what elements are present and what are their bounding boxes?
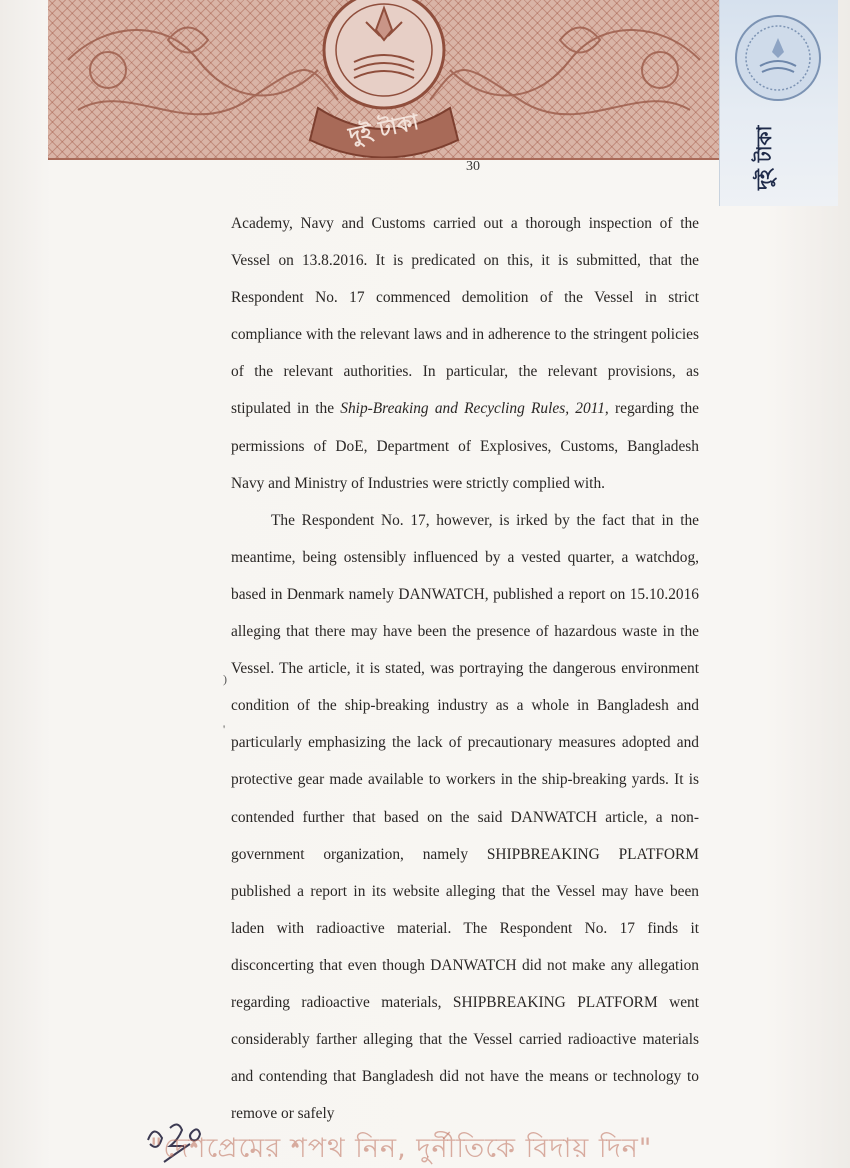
rules-citation: Ship-Breaking and Recycling Rules, 2011: [340, 400, 605, 418]
national-emblem-icon: [324, 0, 444, 108]
paragraph-2: The Respondent No. 17, however, is irked by the fact that in the meantime, being ostensibly influenced by a vested quarter, a watchdog, based in Denmark namely DANWATCH, published a report on 15.10.2016 alleging that there may have been the presence of hazardous waste in the Vessel. The article, it is stated, was portraying the dangerous environment condition of the ship-breaking industry as a whole in Bangladesh and particularly emphasizing the lack of precautionary measures adopted and protective gear made available to workers in the ship-breaking yards. It is contended further that based on the said DANWATCH article, a non-government organization, namely SHIPBREAKING PLATFORM published a report in its website alleging that the Vessel may have been laden with radioactive material. The Respondent No. 17 finds it disconcerting that even though DANWATCH did not make any allegation regarding radioactive materials, SHIPBREAKING PLATFORM went considerably farther alleging that the Vessel carried radioactive materials and contending that Bangladesh did not have the means or technology to remove or safely: [231, 511, 699, 1123]
revenue-stamp: [719, 0, 838, 206]
paragraph-1-text-b: , regarding the permissions of DoE, Department of Explosives, Customs, Bangladesh Navy and Ministry of Industries were strictly complied with.: [231, 400, 699, 492]
document-body: [231, 205, 699, 1132]
margin-tick-mark: ': [223, 722, 226, 736]
paragraph-1-text-a: Academy, Navy and Customs carried out a thorough inspection of the Vessel on 13.8.2016. It is predicated on this, it is submitted, that the Respondent No. 17 commenced demolition of the Vessel in strict compliance with the relevant laws and in adherence to the stringent policies of the relevant authorities. In particular, the relevant provisions, as stipulated in the: [231, 215, 699, 418]
margin-tick-mark: ): [223, 672, 227, 686]
page-number: 30: [466, 159, 480, 174]
stamp-value-text: দুই টাকা: [346, 109, 422, 150]
footer-motto: "দেশপ্রেমের শপথ নিন, দুর্নীতিকে বিদায় দিন": [150, 1133, 653, 1164]
paragraph-1: [231, 205, 699, 502]
revenue-seal-icon: [720, 0, 838, 130]
revenue-stamp-text: দুই টাকা: [752, 125, 776, 190]
stamp-paper-header: [48, 0, 720, 160]
